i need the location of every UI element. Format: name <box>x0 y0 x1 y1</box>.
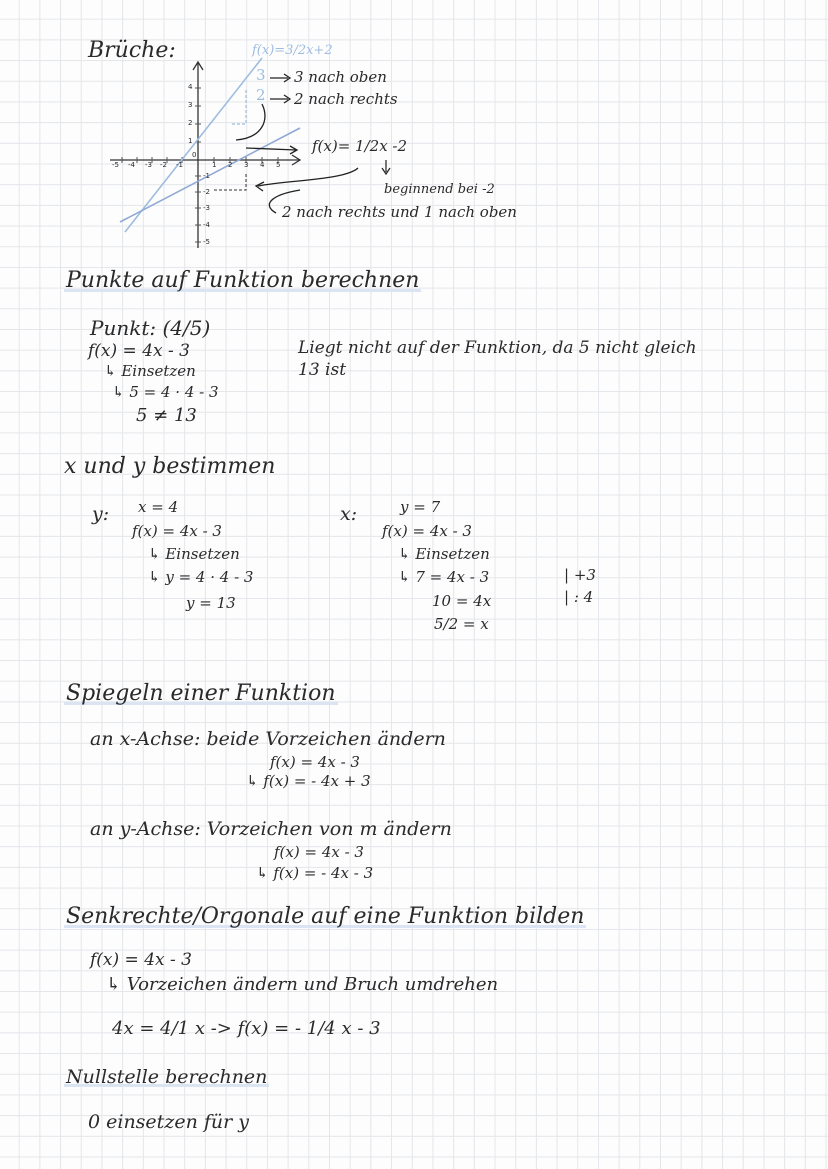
y-step: ↳ y = 4 · 4 - 3 <box>148 568 254 586</box>
blue-fraction-bottom: 2 <box>256 86 266 104</box>
note-nach-oben: 3 nach oben <box>294 68 387 86</box>
x-tick-1: 1 <box>212 161 217 169</box>
arrow-to-label <box>246 148 296 150</box>
note-steps: 2 nach rechts und 1 nach oben <box>282 203 517 221</box>
section-title-senkrechte: Senkrechte/Orgonale auf eine Funktion bilden <box>66 904 585 929</box>
nullstelle-text: 0 einsetzen für y <box>88 1111 249 1133</box>
spiegeln-x-achse: an x-Achse: beide Vorzeichen ändern <box>90 728 446 750</box>
x-step: ↳ 7 = 4x - 3 <box>398 568 490 586</box>
y-tick-3: 3 <box>188 101 193 109</box>
spiegeln-y-f2: ↳ f(x) = - 4x - 3 <box>256 864 374 882</box>
note-beginnend: beginnend bei -2 <box>384 182 495 197</box>
y-function: f(x) = 4x - 3 <box>132 522 222 540</box>
spiegeln-x-f1: f(x) = 4x - 3 <box>270 753 360 771</box>
blue-fraction-top: 3 <box>256 66 266 84</box>
arrow-to-intercept <box>258 168 358 186</box>
x-result: 5/2 = x <box>434 615 489 633</box>
y-tick-2: 2 <box>188 119 193 127</box>
y-tick-m5: -5 <box>203 238 210 246</box>
x-tick-m4: -4 <box>128 161 135 169</box>
spiegeln-y-f1: f(x) = 4x - 3 <box>274 843 364 861</box>
punkt-function: f(x) = 4x - 3 <box>88 341 190 361</box>
section-title-punkte: Punkte auf Funktion berechnen <box>66 268 420 293</box>
y-tick-m3: -3 <box>203 204 210 212</box>
x-tick-5: 5 <box>276 161 281 169</box>
note-nach-rechts: 2 nach rechts <box>294 90 398 108</box>
curve-arrow-triangle <box>236 104 265 140</box>
punkt-result: 5 ≠ 13 <box>136 405 197 426</box>
second-function-label: f(x)= 1/2x -2 <box>312 137 408 155</box>
x-einsetzen: ↳ Einsetzen <box>398 545 490 563</box>
senkrechte-function: f(x) = 4x - 3 <box>90 950 192 970</box>
x-given: y = 7 <box>400 498 441 516</box>
section-title-spiegeln: Spiegeln einer Funktion <box>66 681 336 706</box>
y-einsetzen: ↳ Einsetzen <box>148 545 240 563</box>
x-tick-m3: -3 <box>145 161 152 169</box>
x-function: f(x) = 4x - 3 <box>382 522 472 540</box>
senkrechte-calc: 4x = 4/1 x -> f(x) = - 1/4 x - 3 <box>112 1018 381 1039</box>
y-given: x = 4 <box>138 498 179 516</box>
punkt-einsetzen: ↳ Einsetzen <box>104 362 196 380</box>
senkrechte-rule: ↳ Vorzeichen ändern und Bruch umdrehen <box>106 974 499 995</box>
x-tick-2: 2 <box>228 161 233 169</box>
punkt-step: ↳ 5 = 4 · 4 - 3 <box>112 383 219 401</box>
x-tick-m1: -1 <box>176 161 183 169</box>
y-tick-1: 1 <box>188 137 193 145</box>
y-label: y: <box>92 503 110 525</box>
spiegeln-x-f2: ↳ f(x) = - 4x + 3 <box>246 772 371 790</box>
blue-function-label: f(x)=3/2x+2 <box>252 43 333 58</box>
y-tick-m1: -1 <box>203 172 210 180</box>
x-label: x: <box>340 503 358 525</box>
section-title-brueche: Brüche: <box>88 38 176 63</box>
x-line2: 10 = 4x <box>432 592 492 610</box>
y-tick-m2: -2 <box>203 188 210 196</box>
y-tick-4: 4 <box>188 83 193 91</box>
spiegeln-y-achse: an y-Achse: Vorzeichen von m ändern <box>90 818 452 840</box>
x-tick-m5: -5 <box>112 161 119 169</box>
x-tick-0: 0 <box>192 151 197 159</box>
x-tick-4: 4 <box>260 161 265 169</box>
y-tick-m4: -4 <box>203 221 210 229</box>
x-operation-div4: | : 4 <box>564 588 594 606</box>
punkt-note-line2: 13 ist <box>298 360 347 380</box>
line-flat <box>120 128 300 222</box>
line-steep-blue <box>125 58 265 232</box>
section-title-xy: x und y bestimmen <box>64 454 276 479</box>
punkt-note-line1: Liegt nicht auf der Funktion, da 5 nicht gleich <box>298 338 697 358</box>
slope-triangle-dark <box>214 174 246 190</box>
section-title-nullstelle: Nullstelle berechnen <box>66 1066 268 1088</box>
y-result: y = 13 <box>186 594 236 612</box>
x-tick-3: 3 <box>244 161 249 169</box>
x-operation-plus3: | +3 <box>564 566 596 584</box>
x-tick-m2: -2 <box>160 161 167 169</box>
punkt-heading: Punkt: (4/5) <box>90 316 211 340</box>
